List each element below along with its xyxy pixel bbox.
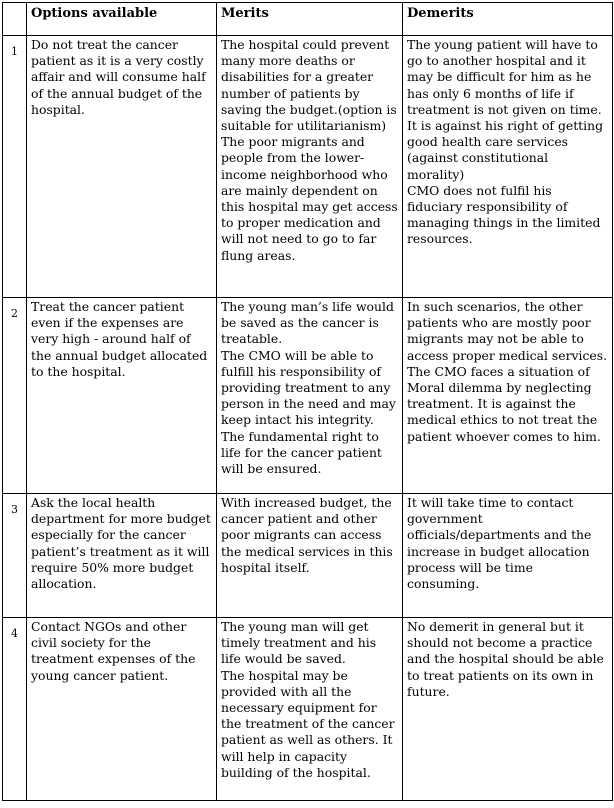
option-cell — [27, 494, 217, 618]
row-number: 1 — [3, 36, 27, 298]
option-cell — [27, 36, 217, 298]
options-table — [2, 2, 613, 801]
demerits-cell — [403, 494, 613, 618]
merits-cell — [217, 298, 403, 494]
option-cell — [27, 618, 217, 801]
option-text: Treat the cancer patient even if the expenses are very high - around half of the annual budget allocated to the hospital. — [31, 299, 208, 379]
demerits-cell — [403, 298, 613, 494]
option-text: Ask the local health department for more budget especially for the cancer patient’s treatment as it will require 50% more budget allocation. — [31, 495, 211, 592]
demerits-cell — [403, 618, 613, 801]
table-row — [3, 36, 613, 298]
demerit-text: In such scenarios, the other patients who are mostly poor migrants may not be able to access proper medical services. — [407, 299, 608, 363]
merit-text: The CMO will be able to fulfill his responsibility of providing treatment to any person in the need and may keep intact his integrity. — [221, 347, 396, 428]
merit-text: With increased budget, the cancer patient and other poor migrants can access the medical services in this hospital itself. — [221, 495, 393, 575]
demerit-text: It is against his right of getting good health care services (against constitutional morality) — [407, 118, 604, 182]
demerit-text: No demerit in general but it should not become a practice and the hospital should be able to treat patients on its own in future. — [407, 619, 604, 699]
table-row — [3, 618, 613, 801]
demerit-text: CMO does not fulfil his fiduciary responsibility of managing things in the limited resources. — [407, 182, 601, 247]
header-row — [3, 3, 613, 36]
demerit-text: The young patient will have to go to another hospital and it may be difficult for him as he has only 6 months of life if treatment is not given on time. — [407, 37, 602, 117]
merits-cell — [217, 36, 403, 298]
merit-text: The young man’s life would be saved as the cancer is treatable. — [221, 299, 394, 347]
option-cell — [27, 298, 217, 494]
merit-text: The young man will get timely treatment and his life would be saved. — [221, 619, 377, 667]
header-number — [3, 3, 27, 36]
merit-text: The hospital could prevent many more deaths or disabilities for a greater number of patients by saving the budget.(option is suitable for utilitarianism) — [221, 37, 397, 134]
option-text: Contact NGOs and other civil society for the treatment expenses of the young cancer patient. — [31, 619, 196, 683]
demerit-text: It will take time to contact government officials/departments and the increase in budget allocation process will be time consuming. — [407, 495, 592, 592]
row-number: 4 — [3, 618, 27, 801]
demerits-cell — [403, 36, 613, 298]
merits-cell — [217, 494, 403, 618]
row-number: 2 — [3, 298, 27, 494]
row-number: 3 — [3, 494, 27, 618]
header-merits: Merits — [217, 3, 403, 36]
option-text: Do not treat the cancer patient as it is a very costly affair and will consume half of the annual budget of the hospital. — [31, 37, 206, 117]
merit-text: The hospital may be provided with all the necessary equipment for the treatment of the cancer patient as well as others. It will help in capacity building of the hospital. — [221, 667, 395, 780]
table-row — [3, 494, 613, 618]
header-options: Options available — [27, 3, 217, 36]
table-row — [3, 298, 613, 494]
merit-text: The fundamental right to life for the cancer patient will be ensured. — [221, 428, 382, 477]
merits-cell — [217, 618, 403, 801]
demerit-text: The CMO faces a situation of Moral dilemma by neglecting treatment. It is against the medical ethics to not treat the patient whoever comes to him. — [407, 363, 601, 444]
header-demerits: Demerits — [403, 3, 613, 36]
merit-text: The poor migrants and people from the lower-income neighborhood who are mainly dependent on this hospital may get access to proper medication and will not need to go to far flung areas. — [221, 134, 398, 263]
